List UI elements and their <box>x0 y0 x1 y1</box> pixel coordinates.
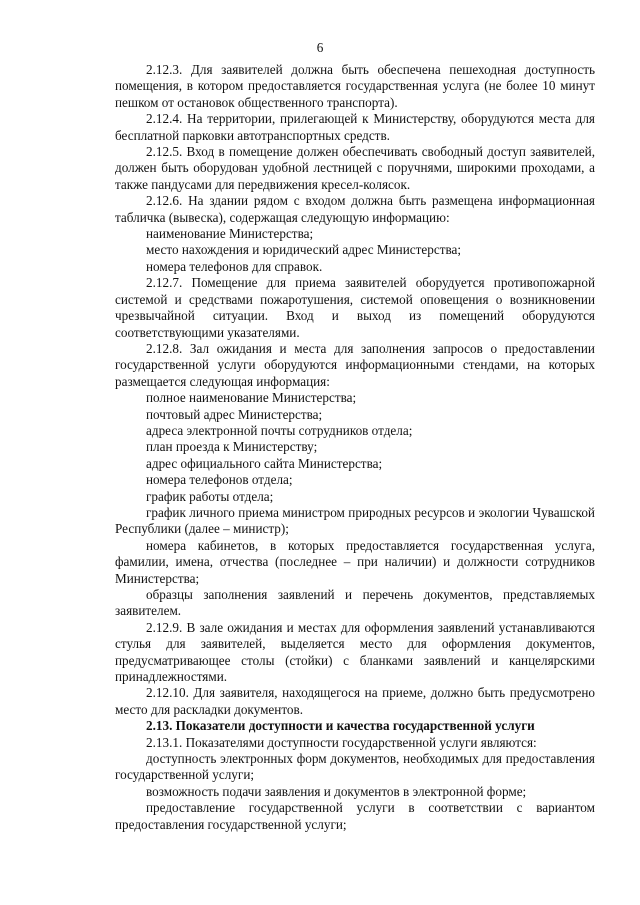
paragraph-2-13-1: 2.13.1. Показателями доступности государственной услуги являются: <box>146 734 537 750</box>
list-item: график личного приема министром природных ресурсов и экологии Чувашской Республики (далее – министр); <box>115 504 595 537</box>
paragraph-2-12-6: 2.12.6. На здании рядом с входом должна быть размещена информационная табличка (вывеска), содержащая следующую информацию: <box>115 193 595 225</box>
list-item: график работы отдела; <box>146 488 274 504</box>
list-item: место нахождения и юридический адрес Министерства; <box>146 242 462 258</box>
list-item: адреса электронной почты сотрудников отдела; <box>146 422 413 438</box>
paragraph-2-12-5: 2.12.5. Вход в помещение должен обеспечивать свободный доступ заявителей, должен быть оборудован удобной лестницей с поручнями, широкими проходами, а также пандусами для передвижения кресел-колясок. <box>115 144 595 192</box>
list-item: номера кабинетов, в которых предоставляется государственная услуга, фамилии, имена, отчества (последнее – при наличии) и должности сотрудников Министерства; <box>115 537 595 586</box>
paragraph-2-12-4: 2.12.4. На территории, прилегающей к Министерству, оборудуются места для бесплатной парковки автотранспортных средств. <box>115 111 595 143</box>
list-item: возможность подачи заявления и документов в электронной форме; <box>146 783 527 799</box>
paragraph-2-12-10: 2.12.10. Для заявителя, находящегося на приеме, должно быть предусмотрено место для раскладки документов. <box>115 685 595 717</box>
paragraph-2-12-7: 2.12.7. Помещение для приема заявителей оборудуется противопожарной системой и средствами пожаротушения, системой оповещения о возникновении чрезвычайной ситуации. Вход и выход из помещений оборудуются соответствующими указателями. <box>115 275 595 340</box>
list-item: почтовый адрес Министерства; <box>146 406 323 422</box>
list-item: доступность электронных форм документов, необходимых для предоставления государственной услуги; <box>115 751 595 783</box>
paragraph-2-12-9: 2.12.9. В зале ожидания и местах для оформления заявлений устанавливаются стулья для заявителей, выделяется место для оформления документов, предусматривающее столы (стойки) с бланками заявлений и канцелярскими принадлежностями. <box>115 619 595 685</box>
list-item: номера телефонов отдела; <box>146 472 293 488</box>
list-item: полное наименование Министерства; <box>146 390 357 406</box>
list-item: наименование Министерства; <box>146 226 314 242</box>
paragraph-2-12-3: 2.12.3. Для заявителей должна быть обеспечена пешеходная доступность помещения, в котором предоставляется государственная услуга (не более 10 минут пешком от остановок общественного транспорта). <box>115 62 595 110</box>
list-item: предоставление государственной услуги в соответствии с вариантом предоставления государственной услуги; <box>115 800 595 832</box>
list-item: образцы заполнения заявлений и перечень документов, представляемых заявителем. <box>115 587 595 619</box>
page-number: 6 <box>316 40 324 55</box>
list-item: план проезда к Министерству; <box>146 439 318 455</box>
section-heading-2-13: 2.13. Показатели доступности и качества государственной услуги <box>146 718 535 734</box>
document-body <box>115 62 595 833</box>
list-item: адрес официального сайта Министерства; <box>146 455 383 471</box>
list-item: номера телефонов для справок. <box>146 258 323 274</box>
paragraph-2-12-8: 2.12.8. Зал ожидания и места для заполнения запросов о предоставлении государственной услуги оборудуются информационными стендами, на которых размещается следующая информация: <box>115 340 595 389</box>
